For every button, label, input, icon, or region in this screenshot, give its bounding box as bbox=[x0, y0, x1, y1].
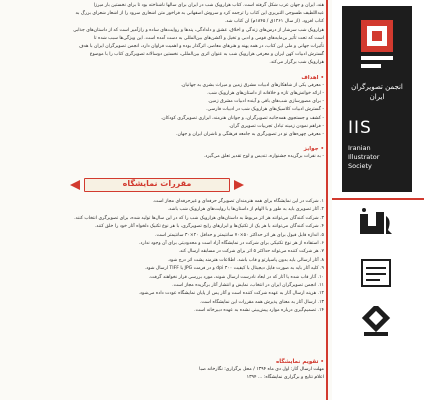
frame-line-right bbox=[326, 0, 328, 400]
rule-item: ۱۰. آثار قاب شده یا آثار که در ابعاد نادرست ارسال شوند، مورد بررسی قرار نخواهند گرفت. bbox=[148, 274, 324, 280]
society-name-en-line: Illustrator bbox=[348, 153, 380, 161]
sponsor-logos bbox=[348, 206, 404, 356]
rules-title: مقررات نمایشگاه bbox=[122, 179, 192, 188]
intro-line: گسترش ادبیات کهن ایران و معرفی هزارویک شب به عنوان اثری بین‌المللی، نخستین دوسالانه تصویرگری کتاب را با موضوع bbox=[89, 52, 324, 58]
society-emblem-icon bbox=[355, 16, 399, 76]
intro-line: عبداللطیف طسوجی التبریزی این کتاب را ترجمه کرد و سروش اصفهانی به فراخور متن اشعاری سرود را از اشعار شعرای بزرگ به bbox=[75, 11, 324, 17]
society-name-en-line: Iranian bbox=[348, 144, 371, 152]
frame-line-sidebar bbox=[332, 198, 424, 200]
intro-line: هزارویک شب سرشار از درس‌های زندگی و اخلاق، عشق و دلدادگی، پندها و روایت‌های ساده و رازآمیز است که از داستان‌های جذابی bbox=[73, 27, 324, 33]
intro-line: تأثیرات جهانی و ملی این کتاب، در همه پهنه و هنرهای معاصر، اثرگذار بوده و اهمیت فراوان دارد، انجمن تصویرگران ایران با هدف bbox=[78, 44, 324, 50]
rule-item: ۹. کلیه آثار باید به صورت فایل دیجیتال با کیفیت ۳۰۰ dpi و در فرمت JPG یا TIFF ارسال شود. bbox=[144, 266, 324, 272]
rule-item: ۳. شرکت کنندگان می‌توانند هر اثر مربوط به داستان‌های هزارویک شب را که در این سال‌ها تولید شده، برای تصویرگری انتخاب کنند. bbox=[74, 215, 324, 221]
intro-text bbox=[6, 2, 324, 162]
calendar-line: مهلت ارسال آثار: اول دی ماه ۱۳۹۴ / محل برگزاری: نگارخانه صبا bbox=[199, 367, 324, 372]
calendar-heading: • تقویم نمایشگاه bbox=[276, 359, 324, 365]
calendar-line: اعلام نتایج و برگزاری نمایشگاه: ... ۱۳۹۴ bbox=[246, 375, 324, 380]
rule-item: ۱۲. هزینه ارسال آثار به عهده شرکت کننده است و آثار پس از پایان نمایشگاه عودت داده می‌شود. bbox=[138, 291, 324, 297]
calligraphic-logo-icon bbox=[356, 206, 396, 240]
rule-item: ۱۴. تصمیم‌گیری درباره موارد پیش‌بینی نشده به عهده دبیرخانه است. bbox=[194, 308, 324, 314]
intro-line: هند، ایران و جهان عرب شکل گرفته است. کتاب هزارویک شب در ایران برای سالها ناشناخته بود تا برای نخستین بار میرزا bbox=[93, 3, 324, 8]
rule-item: ۸. آثار ارسالی باید بدون پاسپارتو و قاب باشد. اطلاعات هنرمند پشت اثر درج شود. bbox=[167, 257, 324, 263]
sidebar bbox=[332, 0, 424, 400]
stacked-squares-logo-icon bbox=[356, 306, 396, 340]
prize-line: - به نفرات برگزیده جشنواره، تندیس و لوح تقدیر تعلق می‌گیرد. bbox=[203, 154, 324, 160]
goal-item: - فراهم نمودن زمینه تبادل تجربیات تصویری گران. bbox=[228, 123, 324, 129]
calendar-section bbox=[6, 358, 324, 382]
rule-item: ۱۱. انجمن تصویرگران ایران در انتخاب، نمایش و انتشار آثار برگزیده مجاز است. bbox=[172, 283, 324, 289]
society-name-fa: انجمن تصویرگران ایران bbox=[351, 83, 403, 101]
rule-item: ۱۳. ارسال آثار به معنای پذیرش همه مقررات این نمایشگاه است. bbox=[199, 299, 324, 305]
society-name-en-line: Society bbox=[348, 162, 372, 170]
arrow-right-icon bbox=[234, 180, 244, 190]
rule-item: ۵. اندازه قابل قبول برای هر اثر حداکثر ۵۰×۷۰ سانتیمتر و حداقل ۲۰×۳۰ سانتیمتر است. bbox=[154, 232, 324, 238]
book-house-logo-icon bbox=[356, 256, 396, 290]
rule-item: ۶. استفاده از هر نوع تکنیکی برای شرکت در نمایشگاه آزاد است و محدودیتی برای آن وجود ندارد. bbox=[138, 241, 324, 247]
intro-line: است که تحت تأثیر بن‌مایه‌های قومی و ادبی و تخیل و اکشن‌های بین‌المللی به دست آمده است. این ویژگی‌ها سبب شده تا bbox=[93, 35, 324, 41]
rule-item: ۴. شرکت کنندگان می‌توانند با هر یک از تکنیک‌ها و ابزارهای رایج تصویرگری، با هر نوع تکنیک دلخواه آثار خود را خلق کنند. bbox=[94, 224, 324, 230]
rule-item: ۲. آثار تصویری باید به طور و با الهام از داستان‌ها یا روایت‌های هزارویک شب باشد. bbox=[167, 207, 324, 213]
goal-item: - کشف و جستجوی همه‌جانبه تصویرگران، و جوانان هنرمند، ابزاری تصویرگری کودکان. bbox=[160, 115, 324, 121]
intro-line: هزارویک شب برگزار می‌کند. bbox=[269, 60, 324, 66]
society-logo bbox=[342, 6, 412, 192]
goal-item: - برای مصورسازی شب‌های باقی و آینده ادبیات مشرق زمین. bbox=[207, 99, 324, 105]
rule-item: ۱. شرکت در این نمایشگاه برای همه هنرمندان تصویرگر حرفه‌ای و غیرحرفه‌ای مجاز است. bbox=[152, 199, 324, 204]
goal-item: - ارائه خوانش‌های تازه و خلاقانه از داستان‌های هزارویک شب. bbox=[207, 91, 324, 97]
society-name-en bbox=[348, 144, 379, 171]
intro-line: کتاب افزود. (از سال ۱۲۶۱ق / ۱۸۴۵م) ان کتاب شد. bbox=[224, 19, 324, 25]
goals-heading: • اهداف bbox=[301, 74, 324, 81]
society-abbr: IIS bbox=[348, 118, 372, 138]
arrow-left-icon bbox=[70, 180, 80, 190]
rules-header bbox=[0, 176, 332, 194]
rules-list bbox=[6, 198, 324, 316]
goal-item: - معرفی یکی از شاهکارهای ادبیات مشرق زمین و میراث بشری به جهانیان. bbox=[180, 82, 324, 88]
prize-heading: • جوایز bbox=[303, 146, 324, 153]
goal-item: - معرفی چهره‌های نو در تصویرگری به جامعه فرهنگی و ناشران ایران و جهان. bbox=[176, 132, 324, 138]
sponsor-logo-3 bbox=[353, 306, 399, 340]
sponsor-logo-1 bbox=[353, 206, 399, 240]
goal-item: - گسترش ادبیات کلاسیک‌های هزارویک شب در ادبیات فارسی. bbox=[206, 107, 324, 113]
sponsor-logo-2 bbox=[353, 256, 399, 290]
rule-item: ۷. هر شرکت کننده می‌تواند حداکثر ۵ اثر برای شرکت در مسابقه ارسال کند. bbox=[178, 249, 324, 255]
